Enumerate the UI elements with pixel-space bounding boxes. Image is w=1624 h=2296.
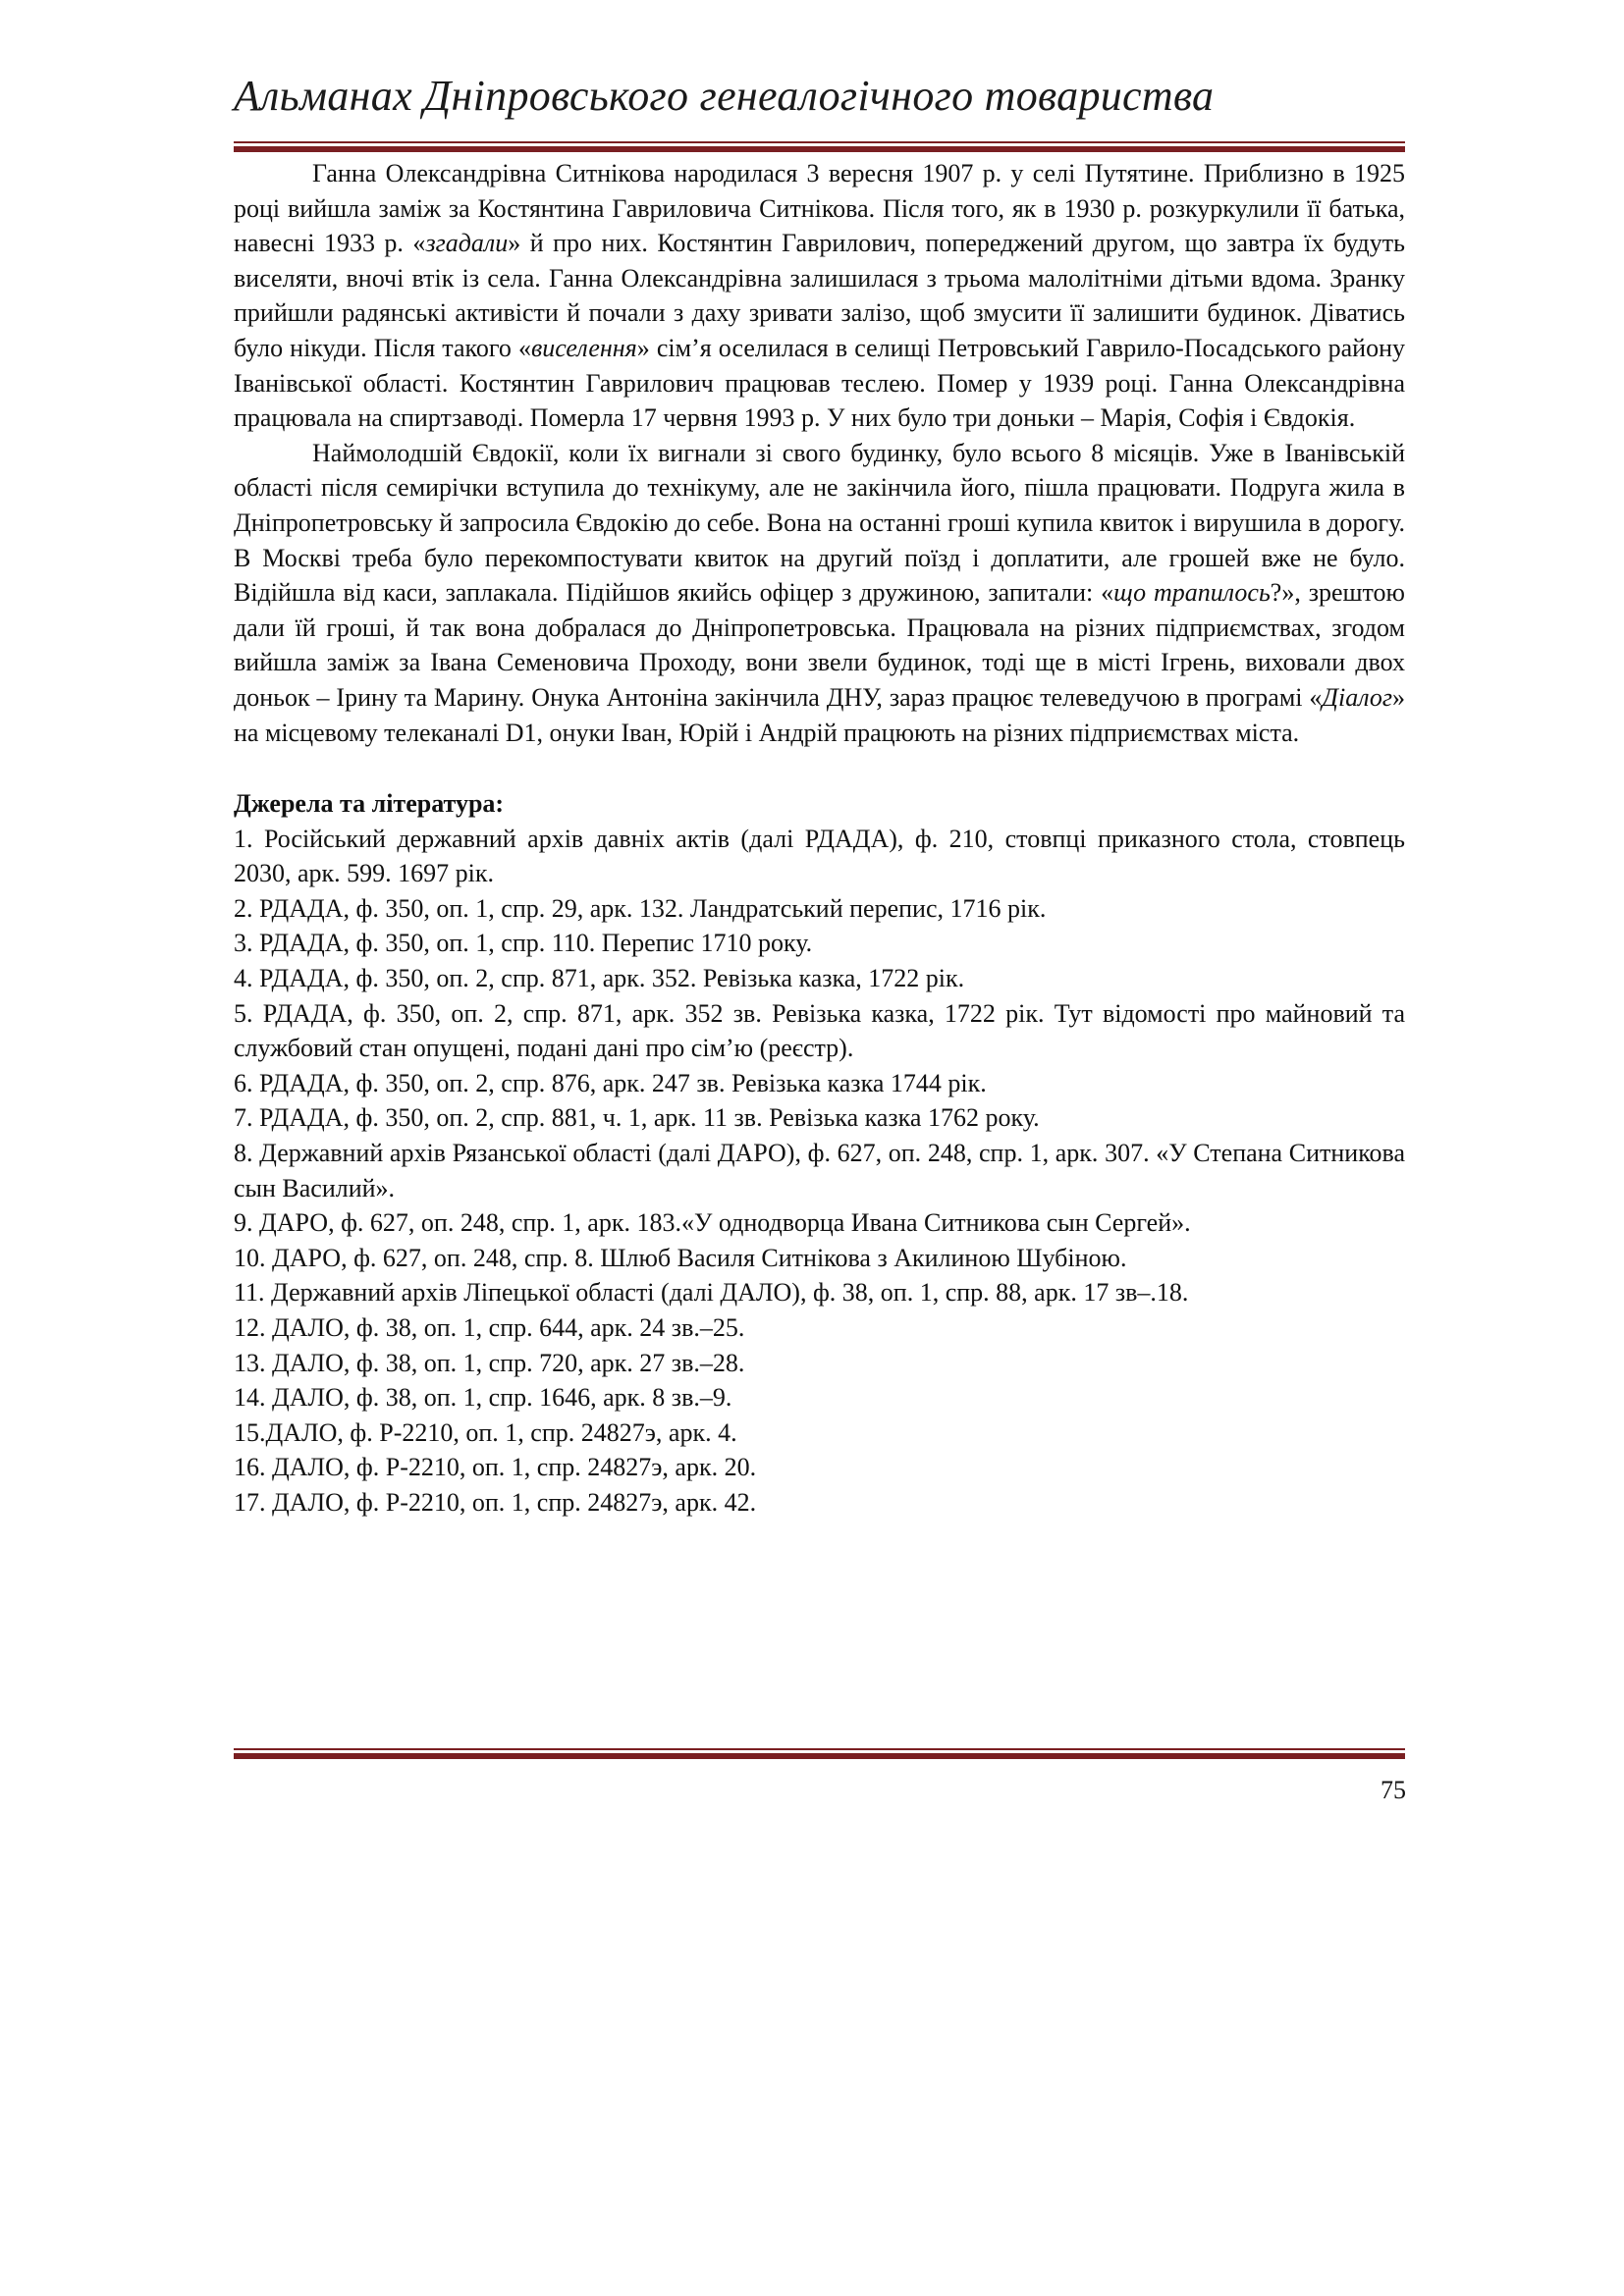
reference-item: 14. ДАЛО, ф. 38, оп. 1, спр. 1646, арк. 8 зв.–9. [234,1383,732,1413]
italic-term: Діалог [1322,682,1392,712]
running-header-title: Альманах Дніпровського генеалогічного товариства [234,72,1215,120]
header-rule-thick-line [234,146,1405,152]
reference-item: 7. РДАДА, ф. 350, оп. 2, спр. 881, ч. 1, арк. 11 зв. Ревізька казка 1762 року. [234,1103,1040,1133]
reference-item: 3. РДАДА, ф. 350, оп. 1, спр. 110. Перепис 1710 року. [234,929,813,958]
reference-item: 17. ДАЛО, ф. Р-2210, оп. 1, спр. 24827э, арк. 42. [234,1487,757,1517]
paragraph-text: » на місцевому телеканалі D1, онуки Іван, Юрій і Андрій працюють на різних підприємствах міста. [234,682,1405,747]
paragraph-text: ?», зрештою дали їй гроші, й так вона добралася до Дніпропетровська. Працювала на різних підприємствах, згодом вийшла заміж за Івана Семеновича Проходу, вони звели будинок, тоді ще в місті Ігрень, виховали двох доньок – Ірину та Марину. Онука Антоніна закінчила ДНУ, зараз працює телеведучою в програмі « [234,578,1405,712]
italic-term: виселення [530,333,637,362]
reference-item: 16. ДАЛО, ф. Р-2210, оп. 1, спр. 24827э, арк. 20. [234,1453,757,1482]
paragraph-text: Ганна Олександрівна Ситнікова народилася 3 вересня 1907 р. у селі Путятине. Приблизно в 1925 році вийшла заміж за Костянтина Гавриловича Ситнікова. Після того, як в 1930 р. розкуркулили її батька, навесні 1933 р. « [234,159,1405,258]
italic-term: згадали [425,229,509,258]
footer-rule-thick-line [234,1753,1405,1759]
reference-item: 1. Російський державний архів давніх актів (далі РДАДА), ф. 210, стовпці приказного стола, стовпець 2030, арк. 599. 1697 рік. [234,824,1405,888]
reference-item: 4. РДАДА, ф. 350, оп. 2, спр. 871, арк. 352. Ревізька казка, 1722 рік. [234,964,965,993]
page-number: 75 [1380,1776,1406,1804]
reference-item: 12. ДАЛО, ф. 38, оп. 1, спр. 644, арк. 24 зв.–25. [234,1313,745,1342]
reference-item: 6. РДАДА, ф. 350, оп. 2, спр. 876, арк. 247 зв. Ревізька казка 1744 рік. [234,1068,987,1097]
reference-item: 15.ДАЛО, ф. Р-2210, оп. 1, спр. 24827э, арк. 4. [234,1417,737,1447]
reference-item: 5. РДАДА, ф. 350, оп. 2, спр. 871, арк. 352 зв. Ревізька казка, 1722 рік. Тут відомості про майновий та службовий стан опущені, подані дані про сім’ю (реєстр). [234,998,1405,1063]
references-list [234,822,1405,1521]
paragraph-text: Наймолодшій Євдокії, коли їх вигнали зі свого будинку, було всього 8 місяців. Уже в Іванівській області після семирічки вступила до технікуму, але не закінчила його, пішла працювати. Подруга жила в Дніпропетровську й запросила Євдокію до себе. Вона на останні гроші купила квиток і вирушила в дорогу. В Москві треба було перекомпостувати квиток на другий поїзд і доплатити, але грошей вже не було. Відійшла від каси, заплакала. Підійшов якийсь офіцер з дружиною, запитали: « [234,438,1405,608]
paragraph [234,156,1405,436]
paragraph-text: » сім’я оселилася в селищі Петровський Гаврило-Посадського району Іванівської області. Костянтин Гаврилович працював теслею. Помер у 1939 році. Ганна Олександрівна працювала на спиртзаводі. Померла 17 червня 1993 р. У них було три доньки – Марія, Софія і Євдокія. [234,333,1405,433]
paragraph-text: » й про них. Костянтин Гаврилович, попереджений другом, що завтра їх будуть виселяти, вночі втік із села. Ганна Олександрівна залишилася з трьома малолітніми дітьми вдома. Зранку прийшли радянські активісти й почали з даху зривати залізо, щоб змусити її залишити будинок. Діватись було нікуди. Після такого « [234,229,1405,362]
references-heading: Джерела та література: [234,789,505,819]
article-body [234,156,1405,1521]
reference-item: 11. Державний архів Ліпецької області (далі ДАЛО), ф. 38, оп. 1, спр. 88, арк. 17 зв–.18. [234,1278,1189,1308]
reference-item: 13. ДАЛО, ф. 38, оп. 1, спр. 720, арк. 27 зв.–28. [234,1348,745,1377]
italic-term: що трапилось [1113,578,1271,608]
footer-rule [234,1748,1405,1759]
paragraph [234,436,1405,750]
reference-item: 9. ДАРО, ф. 627, оп. 248, спр. 1, арк. 183.«У однодворца Ивана Ситникова сын Сергей». [234,1208,1191,1238]
reference-item: 10. ДАРО, ф. 627, оп. 248, спр. 8. Шлюб Василя Ситнікова з Акилиною Шубіною. [234,1243,1127,1272]
reference-item: 8. Державний архів Рязанської області (далі ДАРО), ф. 627, оп. 248, спр. 1, арк. 307. «У Степана Ситникова сын Василий». [234,1139,1405,1202]
header-rule [234,141,1405,152]
reference-item: 2. РДАДА, ф. 350, оп. 1, спр. 29, арк. 132. Ландратський перепис, 1716 рік. [234,893,1047,923]
